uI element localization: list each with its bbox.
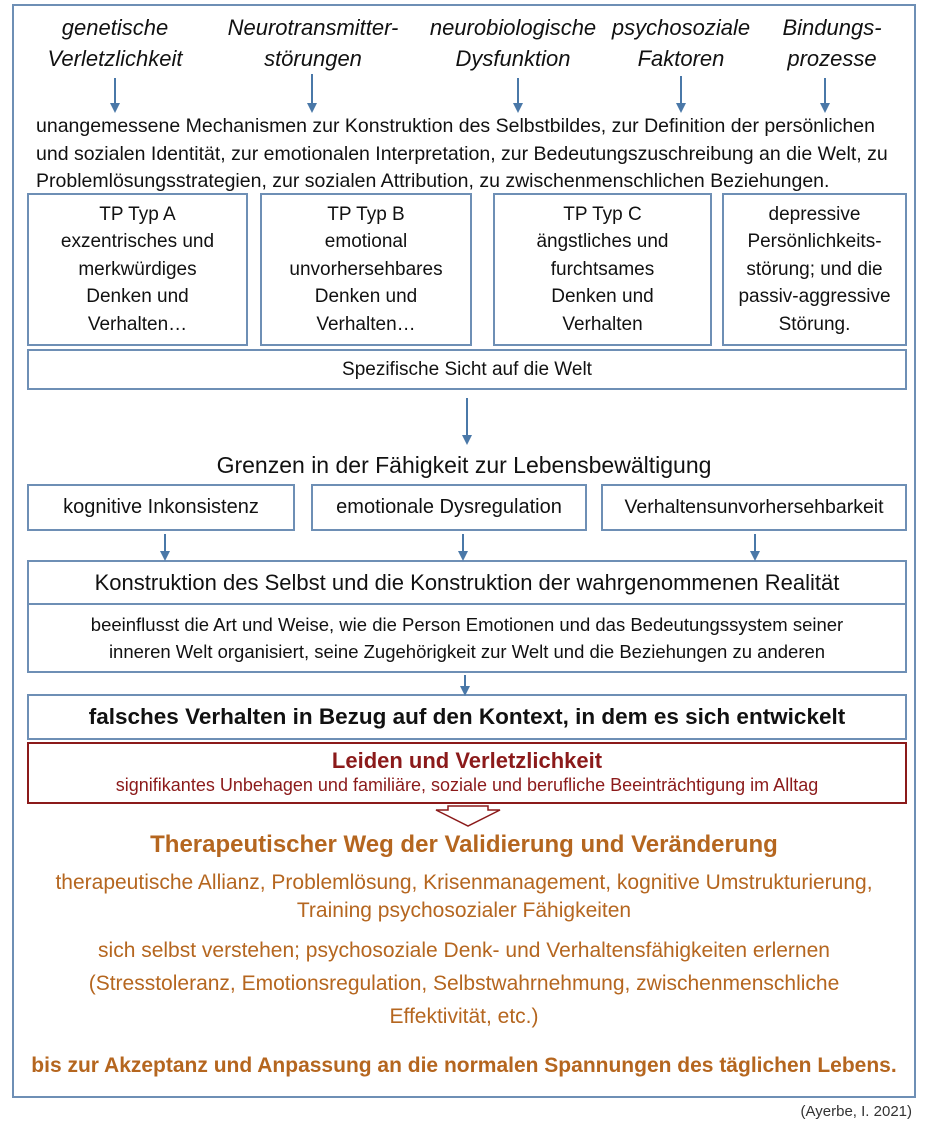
type-line: Verhalten	[562, 313, 643, 335]
type-line: Verhalten…	[316, 313, 416, 335]
influence-line: inneren Welt organisiert, seine Zugehörigkeit zur Welt und die Beziehungen zu anderen	[108, 641, 826, 662]
false-behavior-label: falsches Verhalten in Bezug auf den Kontext, in dem es sich entwickelt	[88, 704, 846, 729]
type-line: depressive	[768, 203, 861, 225]
type-line: merkwürdiges	[78, 258, 197, 280]
therapy-methods-line: therapeutische Allianz, Problemlösung, Krisenmanagement, kognitive Umstrukturierung,	[55, 871, 873, 894]
type-line: TP Typ B	[327, 203, 405, 225]
therapy-title: Therapeutischer Weg der Validierung und Veränderung	[150, 831, 778, 858]
therapy-skills-line: (Stresstoleranz, Emotionsregulation, Selbstwahrnehmung, zwischenmenschliche	[88, 972, 840, 995]
mechanisms-line: und sozialen Identität, zur emotionalen Interpretation, zur Bedeutungszuschreibung an die Welt, zu	[36, 142, 888, 165]
therapy-methods-line: Training psychosozialer Fähigkeiten	[296, 899, 632, 922]
suffering-subtitle: signifikantes Unbehagen und familiäre, soziale und berufliche Beeinträchtigung im Alltag	[115, 775, 819, 795]
type-line: passiv-aggressive	[738, 286, 891, 308]
therapy-goal: bis zur Akzeptanz und Anpassung an die normalen Spannungen des täglichen Lebens.	[31, 1054, 897, 1077]
limit-label: emotionale Dysregulation	[336, 496, 562, 518]
type-line: exzentrisches und	[60, 231, 215, 253]
limits-heading: Grenzen in der Fähigkeit zur Lebensbewältigung	[216, 452, 712, 478]
factor-line: psychosoziale	[611, 15, 751, 40]
factor-line: Dysfunktion	[455, 46, 571, 71]
worldview-label: Spezifische Sicht auf die Welt	[342, 358, 592, 380]
limit-label: kognitive Inkonsistenz	[63, 496, 259, 518]
type-line: Denken und	[314, 286, 418, 308]
therapy-skills-line: Effektivität, etc.)	[389, 1005, 539, 1028]
therapy-skills-line: sich selbst verstehen; psychosoziale Denk- und Verhaltensfähigkeiten erlernen	[98, 939, 830, 962]
influence-line: beeinflusst die Art und Weise, wie die Person Emotionen und das Bedeutungssystem seiner	[90, 614, 844, 635]
mechanisms-line: unangemessene Mechanismen zur Konstruktion des Selbstbildes, zur Definition der persönlichen	[36, 115, 875, 137]
citation: (Ayerbe, I. 2021)	[800, 1103, 912, 1120]
type-line: Denken und	[551, 286, 654, 308]
mechanisms-line: Problemlösungsstrategien, zur sozialen Attribution, zu zwischenmenschlichen Beziehungen.	[36, 170, 830, 192]
factor-line: neurobiologische	[429, 15, 597, 40]
type-line: furchtsames	[550, 258, 655, 280]
factor-line: Faktoren	[637, 46, 725, 71]
type-line: ängstliches und	[536, 231, 669, 253]
type-line: Störung.	[778, 313, 851, 335]
type-line: Verhalten…	[87, 313, 188, 335]
construction-label: Konstruktion des Selbst und die Konstruktion der wahrgenommenen Realität	[94, 569, 840, 595]
factor-line: Verletzlichkeit	[47, 46, 183, 71]
type-line: TP Typ A	[99, 203, 176, 225]
type-line: unvorhersehbares	[289, 258, 443, 280]
factor-line: störungen	[264, 46, 362, 71]
factor-line: genetische	[61, 15, 169, 40]
factor-line: Neurotransmitter-	[227, 15, 399, 40]
type-line: Persönlichkeits-	[747, 231, 882, 253]
type-line: emotional	[324, 231, 408, 253]
type-line: Denken und	[86, 286, 189, 308]
suffering-title: Leiden und Verletzlichkeit	[331, 748, 603, 773]
limit-label: Verhaltensunvorhersehbarkeit	[624, 496, 884, 518]
down-arrow-icon	[436, 806, 500, 826]
factor-line: Bindungs-	[782, 15, 882, 40]
type-line: TP Typ C	[563, 203, 642, 225]
type-line: störung; und die	[746, 258, 883, 280]
factor-line: prozesse	[787, 46, 877, 71]
